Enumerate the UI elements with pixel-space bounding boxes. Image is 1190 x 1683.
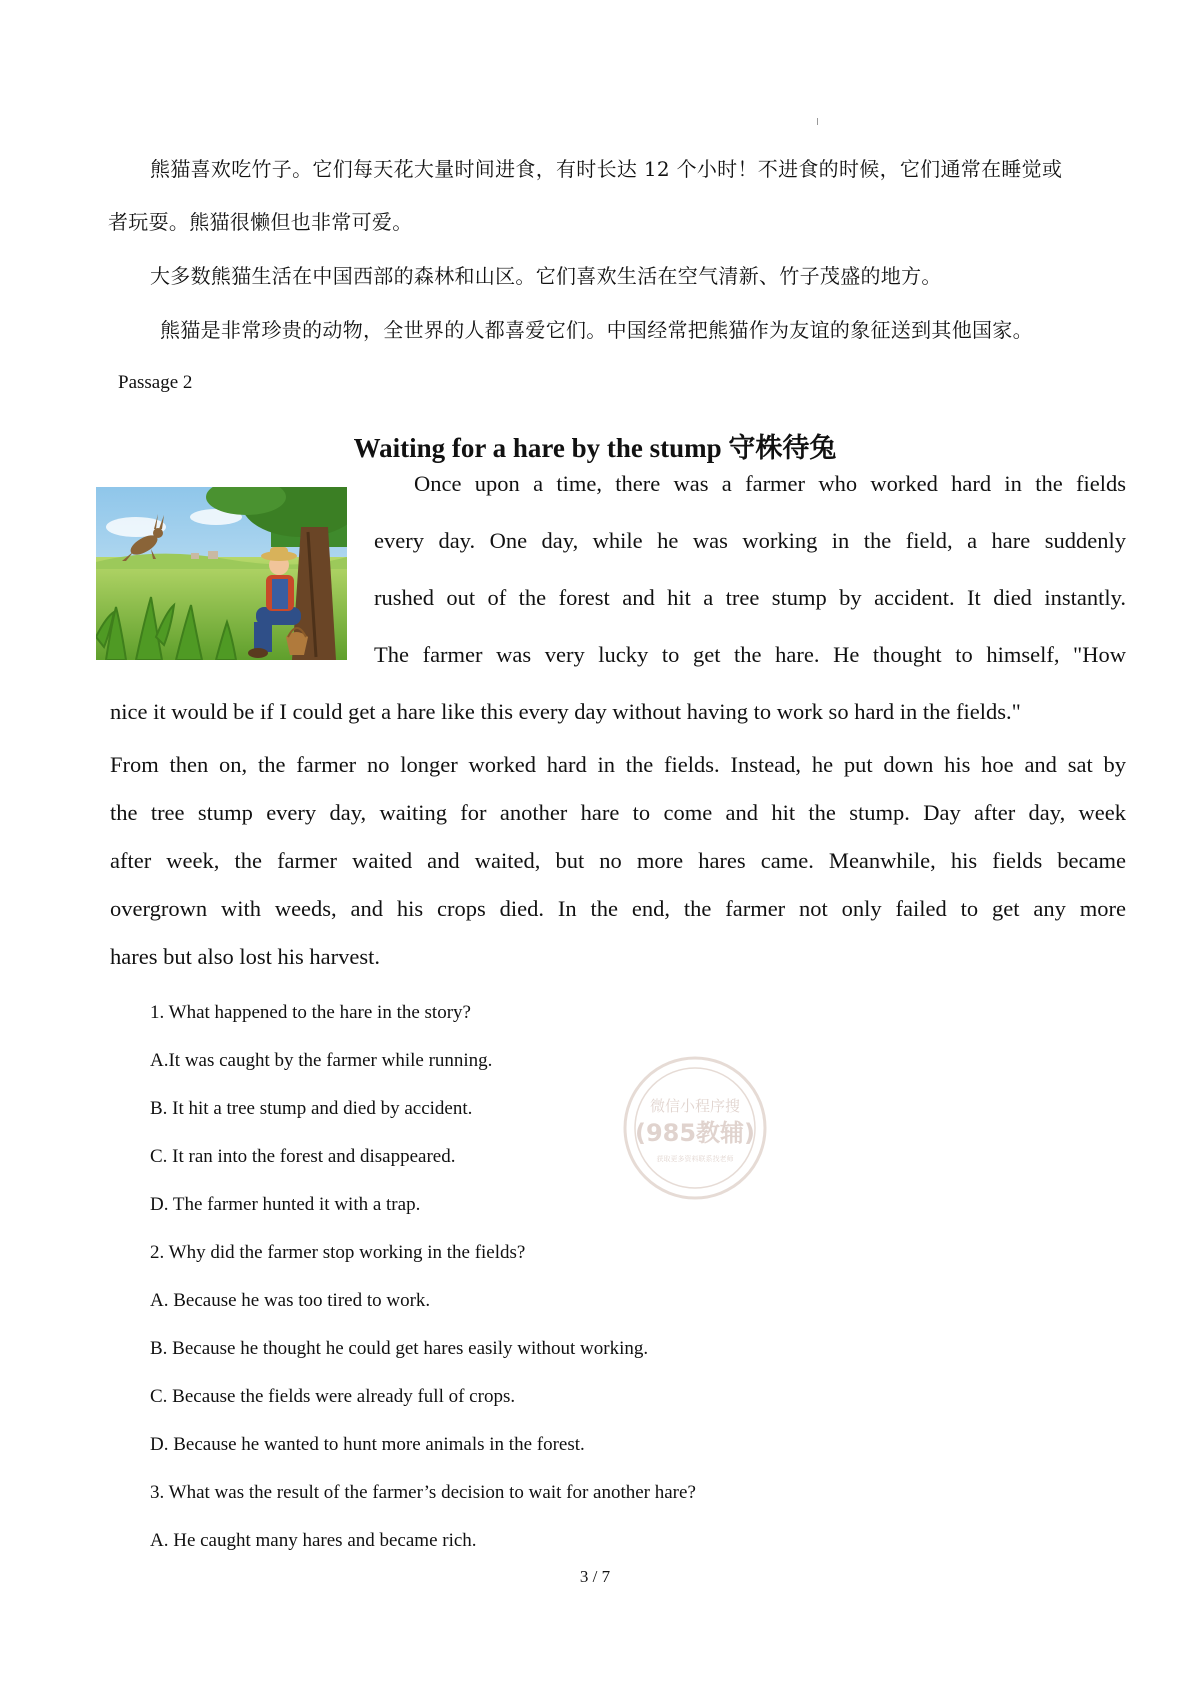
question-2: 2. Why did the farmer stop working in the fields? <box>150 1242 526 1263</box>
page-mark <box>817 118 818 125</box>
watermark-stamp <box>620 1053 770 1203</box>
watermark-main-text: (985教辅) <box>634 1119 756 1147</box>
question-1-option-c: C. It ran into the forest and disappeared. <box>150 1146 456 1167</box>
farmer-hare-illustration <box>96 487 347 660</box>
question-2-option-d: D. Because he wanted to hunt more animals in the forest. <box>150 1434 585 1455</box>
watermark-bottom-text: 获取更多资料联系找老师 <box>656 1155 734 1163</box>
question-1-option-b: B. It hit a tree stump and died by accident. <box>150 1098 473 1119</box>
story-line-1: Once upon a time, there was a farmer who worked hard in the fields <box>414 471 1126 496</box>
question-3: 3. What was the result of the farmer’s decision to wait for another hare? <box>150 1482 696 1503</box>
story-line-3: rushed out of the forest and hit a tree stump by accident. It died instantly. <box>374 585 1126 610</box>
story-line-9: overgrown with weeds, and his crops died. In the end, the farmer not only failed to get any more <box>110 896 1126 921</box>
story-line-2: every day. One day, while he was working in the field, a hare suddenly <box>374 528 1126 553</box>
chinese-paragraph-1-line-2: 者玩耍。熊猫很懒但也非常可爱。 <box>108 210 413 234</box>
chinese-paragraph-1-line-1: 熊猫喜欢吃竹子。它们每天花大量时间进食，有时长达 12 个小时！不进食的时候，它们通常在睡觉或 <box>150 157 1063 181</box>
story-line-5: nice it would be if I could get a hare like this every day without having to work so hard in the fields." <box>110 699 1021 724</box>
story-line-6: From then on, the farmer no longer worked hard in the fields. Instead, he put down his hoe and sat by <box>110 752 1126 777</box>
question-1-option-d: D. The farmer hunted it with a trap. <box>150 1194 421 1215</box>
story-line-10: hares but also lost his harvest. <box>110 944 380 969</box>
question-2-option-a: A. Because he was too tired to work. <box>150 1290 431 1311</box>
page-number: 3 / 7 <box>579 1567 611 1586</box>
question-1: 1. What happened to the hare in the story? <box>150 1002 471 1023</box>
watermark-top-text: 微信小程序搜 <box>649 1097 741 1115</box>
question-2-option-b: B. Because he thought he could get hares easily without working. <box>150 1338 649 1359</box>
story-line-7: the tree stump every day, waiting for another hare to come and hit the stump. Day after day, week <box>110 800 1126 825</box>
passage-label: Passage 2 <box>118 372 193 393</box>
story-line-8: after week, the farmer waited and waited, but no more hares came. Meanwhile, his fields became <box>110 848 1126 873</box>
question-2-option-c: C. Because the fields were already full of crops. <box>150 1386 516 1407</box>
question-3-option-a: A. He caught many hares and became rich. <box>150 1530 477 1551</box>
chinese-paragraph-3-text: 熊猫是非常珍贵的动物，全世界的人都喜爱它们。中国经常把熊猫作为友谊的象征送到其他国家。 <box>160 318 1033 342</box>
question-1-option-a: A.It was caught by the farmer while running. <box>150 1050 493 1071</box>
story-title: Waiting for a hare by the stump 守株待兔 <box>353 433 837 463</box>
story-line-4: The farmer was very lucky to get the hare. He thought to himself, "How <box>374 642 1126 667</box>
chinese-paragraph-2-text: 大多数熊猫生活在中国西部的森林和山区。它们喜欢生活在空气清新、竹子茂盛的地方。 <box>150 264 942 288</box>
